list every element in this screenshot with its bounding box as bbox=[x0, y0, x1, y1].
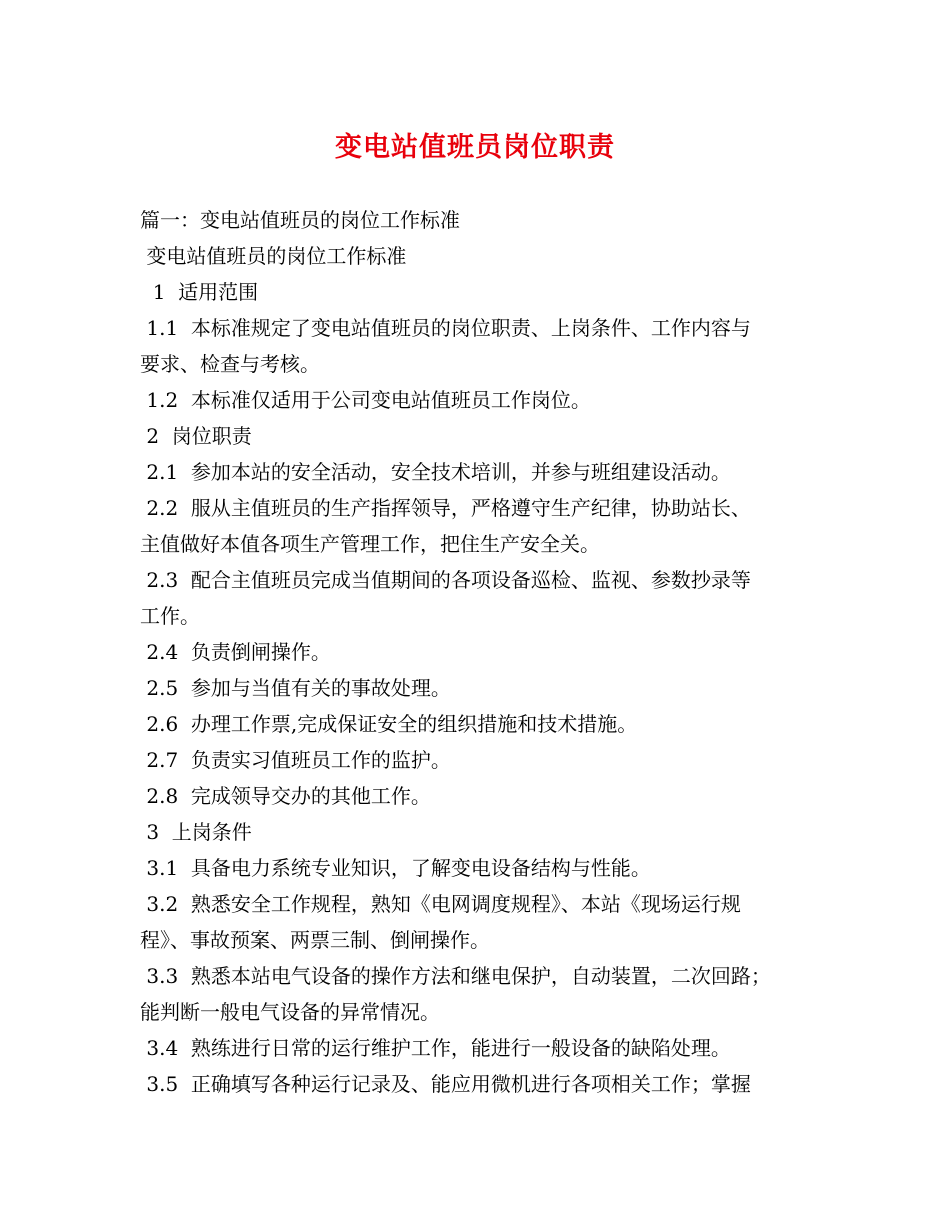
text-line: 1.2 本标准仅适用于公司变电站值班员工作岗位。 bbox=[140, 388, 591, 412]
text-line: 程》、事故预案、两票三制、倒闸操作。 bbox=[140, 928, 490, 952]
text-line: 2.4 负责倒闸操作。 bbox=[140, 640, 331, 664]
text-line: 2.1 参加本站的安全活动，安全技术培训，并参与班组建设活动。 bbox=[140, 460, 731, 484]
text-line: 能判断一般电气设备的异常情况。 bbox=[140, 1000, 440, 1024]
text-line: 工作。 bbox=[140, 604, 200, 628]
text-line: 2.7 负责实习值班员工作的监护。 bbox=[140, 748, 451, 772]
text-line: 1.1 本标准规定了变电站值班员的岗位职责、上岗条件、工作内容与 bbox=[140, 316, 751, 340]
text-line: 3.5 正确填写各种运行记录及、能应用微机进行各项相关工作；掌握 bbox=[140, 1072, 751, 1096]
text-line: 3.3 熟悉本站电气设备的操作方法和继电保护，自动装置，二次回路； bbox=[140, 964, 771, 988]
text-line: 2 岗位职责 bbox=[140, 424, 252, 448]
text-line: 篇一：变电站值班员的岗位工作标准 bbox=[140, 208, 460, 232]
text-line: 2.6 办理工作票,完成保证安全的组织措施和技术措施。 bbox=[140, 712, 638, 736]
text-line: 2.5 参加与当值有关的事故处理。 bbox=[140, 676, 451, 700]
text-line: 3.1 具备电力系统专业知识，了解变电设备结构与性能。 bbox=[140, 856, 651, 880]
document-body bbox=[140, 202, 820, 1102]
text-line: 主值做好本值各项生产管理工作，把住生产安全关。 bbox=[140, 532, 600, 556]
text-line: 3.4 熟练进行日常的运行维护工作，能进行一般设备的缺陷处理。 bbox=[140, 1036, 731, 1060]
text-line: 2.2 服从主值班员的生产指挥领导，严格遵守生产纪律，协助站长、 bbox=[140, 496, 751, 520]
text-line: 3 上岗条件 bbox=[140, 820, 252, 844]
text-line: 要求、检查与考核。 bbox=[140, 352, 320, 376]
text-line: 2.8 完成领导交办的其他工作。 bbox=[140, 784, 431, 808]
text-line: 变电站值班员的岗位工作标准 bbox=[140, 244, 407, 268]
text-line: 1 适用范围 bbox=[140, 280, 259, 304]
text-line: 2.3 配合主值班员完成当值期间的各项设备巡检、监视、参数抄录等 bbox=[140, 568, 751, 592]
document-title: 变电站值班员岗位职责 bbox=[335, 132, 615, 163]
text-line: 3.2 熟悉安全工作规程，熟知《电网调度规程》、本站《现场运行规 bbox=[140, 892, 741, 916]
